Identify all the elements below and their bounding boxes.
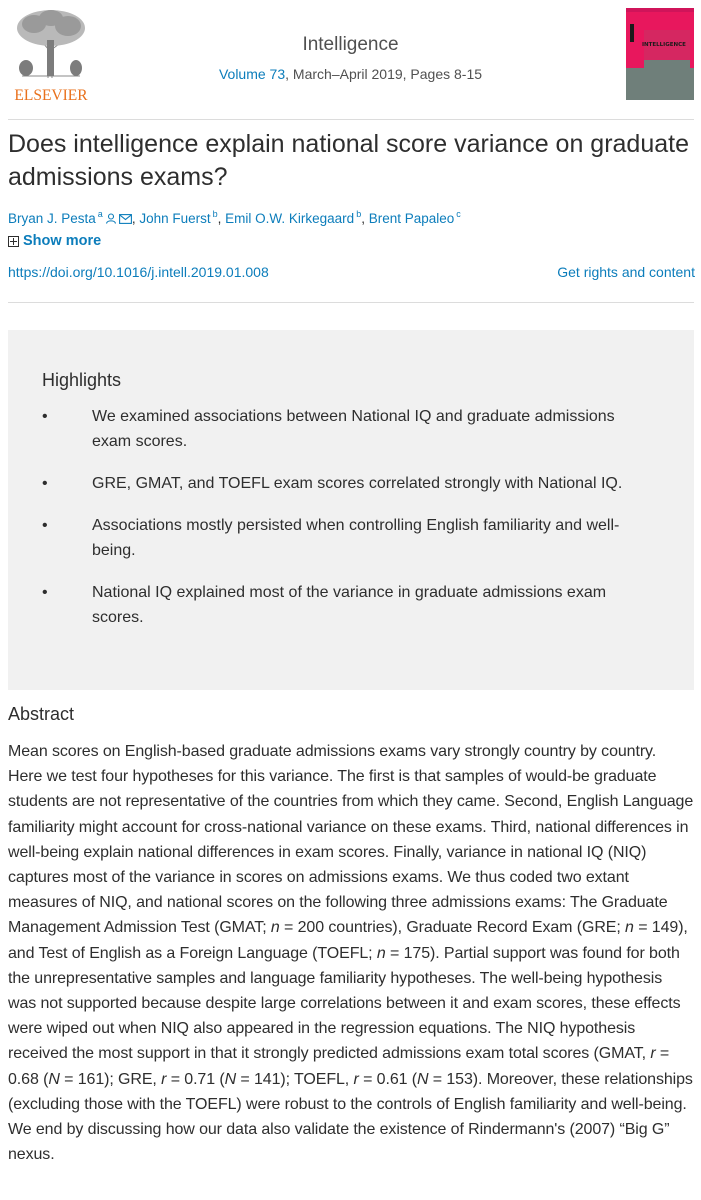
abstract-italic: n <box>376 944 386 962</box>
abstract-segment: = 175). Partial support was found for both the unrepresentative samples and language familiarity hypotheses. The well-being hypothesis was not supported because despite large correlations between it and exam scores, these effects were wiped out when NIQ also appeared in the regression equations. The NIQ hypothesis received the most support in that it strongly predicted admissions exam total scores (GMAT, <box>8 944 681 1063</box>
highlight-item <box>8 471 694 496</box>
journal-title[interactable]: Intelligence <box>302 34 399 55</box>
show-more-button[interactable] <box>8 233 101 249</box>
abstract-italic: n <box>625 919 634 937</box>
abstract-italic: r <box>650 1045 656 1063</box>
highlights-box <box>8 330 694 690</box>
abstract-italic: N <box>416 1070 429 1088</box>
abstract-title: Abstract <box>8 704 75 724</box>
affiliation-sup[interactable]: b <box>356 209 362 219</box>
abstract-text <box>8 739 694 1167</box>
abstract-italic: r <box>353 1070 359 1088</box>
abstract-segment: = 0.71 ( <box>166 1070 225 1088</box>
bullet: • <box>42 517 48 534</box>
highlights-list <box>8 404 694 647</box>
highlights-title: Highlights <box>42 370 122 390</box>
rights-link[interactable]: Get rights and content <box>557 264 695 280</box>
affiliation-sup[interactable]: a <box>97 209 103 219</box>
abstract-italic: N <box>48 1070 60 1088</box>
journal-cover-image[interactable] <box>626 8 694 100</box>
author-link[interactable]: Brent Papaleo <box>368 211 455 226</box>
abstract-segment: = 200 countries), Graduate Record Exam (GRE; <box>279 919 626 937</box>
author-separator: , <box>361 211 369 226</box>
bullet: • <box>42 475 48 492</box>
meta-divider <box>8 302 694 303</box>
abstract-segment: Mean scores on English-based graduate admissions exams vary strongly country by country. Here we test four hypotheses for this variance. The first is that samples of would-be graduate students are not representative of the countries from which they came. Second, English Language familiarity might account for cross-national variance on these exams. Third, national differences in well-being explain national differences in exam scores. Finally, variance in national IQ (NIQ) captures most of the variance in scores on admissions exams. We thus coded two extant measures of NIQ, and national scores on the following three admissions exams: The Graduate Management Admission Test (GMAT; <box>8 743 694 937</box>
doi-link[interactable]: https://doi.org/10.1016/j.intell.2019.01.008 <box>8 264 269 280</box>
abstract-segment: = 0.68 ( <box>8 1045 670 1088</box>
highlight-text: We examined associations between National IQ and graduate admissions exam scores. <box>92 408 615 450</box>
bullet: • <box>42 584 48 601</box>
highlight-text: National IQ explained most of the variance in graduate admissions exam scores. <box>92 584 607 626</box>
article-header <box>0 0 701 110</box>
show-more-label: Show more <box>23 233 102 249</box>
abstract-italic: N <box>224 1070 237 1088</box>
abstract-segment: = 141); TOEFL, <box>236 1070 354 1088</box>
person-icon[interactable] <box>105 213 117 224</box>
abstract-italic: r <box>161 1070 167 1088</box>
highlight-text: GRE, GMAT, and TOEFL exam scores correlated strongly with National IQ. <box>92 475 623 492</box>
highlight-item <box>8 580 694 630</box>
highlight-item <box>8 513 694 563</box>
journal-meta <box>0 66 701 82</box>
author-link[interactable]: John Fuerst <box>139 211 211 226</box>
affiliation-sup[interactable]: c <box>456 209 461 219</box>
abstract-segment: = 149), and Test of English as a Foreign Language (TOEFL; <box>8 919 688 962</box>
publisher-wordmark: ELSEVIER <box>14 87 88 104</box>
cover-title: INTELLIGENCE <box>642 42 686 48</box>
abstract-segment: = 161); GRE, <box>59 1070 162 1088</box>
bullet: • <box>42 408 48 425</box>
abstract-segment: = 0.61 ( <box>358 1070 417 1088</box>
affiliation-sup[interactable]: b <box>212 209 218 219</box>
abstract-segment: = 153). Moreover, these relationships (excluding those with the TOEFL) were robust to the controls of English familiarity and well-being. We end by discussing how our data also validate the existence of Rindermann's (2007) “Big G” nexus. <box>8 1070 693 1164</box>
author-separator: , <box>217 211 226 226</box>
article-title: Does intelligence explain national score variance on graduate admissions exams? <box>8 130 689 191</box>
issue-info: , March–April 2019, Pages 8-15 <box>285 66 483 82</box>
volume-link[interactable]: Volume 73 <box>218 66 286 82</box>
highlight-item <box>8 404 694 454</box>
highlight-text: Associations mostly persisted when controlling English familiarity and well-being. <box>92 517 620 559</box>
author-list <box>8 204 461 229</box>
abstract-italic: n <box>270 919 280 937</box>
author-link[interactable]: Emil O.W. Kirkegaard <box>225 211 355 226</box>
author-link[interactable]: Bryan J. Pesta <box>8 211 96 226</box>
envelope-icon[interactable] <box>119 214 132 224</box>
author-separator: , <box>131 211 140 226</box>
plus-box-icon <box>8 236 19 247</box>
header-divider <box>8 119 694 120</box>
